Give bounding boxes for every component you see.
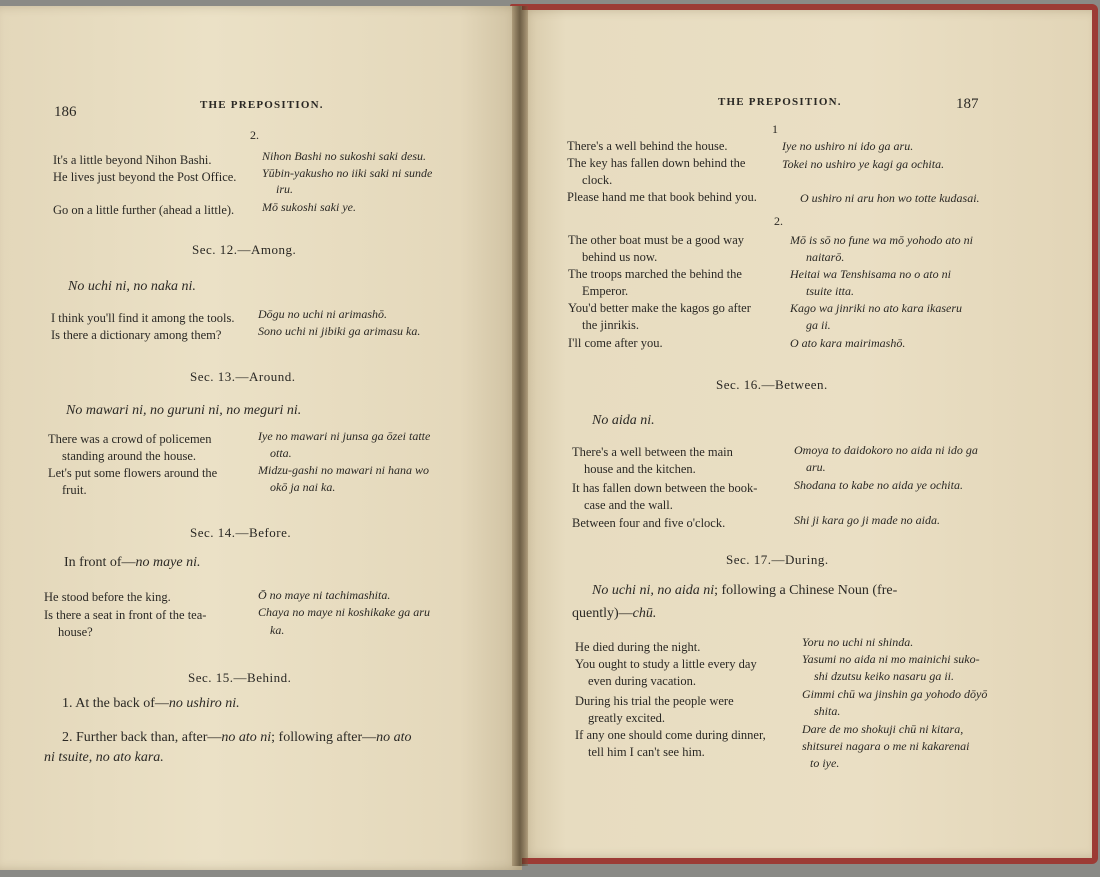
japanese-sentence-cont: shitsurei nagara o me ni kakarenai — [802, 739, 970, 753]
english-sentence: I'll come after you. — [568, 336, 663, 350]
left-page — [0, 6, 522, 870]
japanese-sentence: Nihon Bashi no sukoshi saki desu. — [262, 149, 426, 163]
japanese-sentence: Gimmi chū wa jinshin ga yohodo dōyō — [802, 687, 988, 701]
japanese-sentence: Yasumi no aida ni mo mainichi suko- — [802, 652, 980, 666]
japanese-sentence: Kago wa jinriki no ato kara ikaseru — [790, 301, 962, 315]
english-sentence-cont: tell him I can't see him. — [588, 745, 705, 759]
right-page — [520, 10, 1092, 858]
section-heading: Sec. 15.—Behind. — [188, 670, 292, 685]
english-sentence: During his trial the people were — [575, 694, 734, 708]
section-heading: Sec. 12.—Among. — [192, 242, 297, 257]
subsection-number: 2. — [250, 128, 259, 142]
japanese-sentence-cont: otta. — [270, 446, 292, 460]
japanese-sentence: Tokei no ushiro ye kagi ga ochita. — [782, 157, 945, 171]
english-sentence-cont: Emperor. — [582, 284, 629, 298]
english-sentence: You'd better make the kagos go after — [568, 301, 751, 315]
japanese-sentence: Sono uchi ni jibiki ga arimasu ka. — [258, 324, 421, 338]
english-sentence: It has fallen down between the book- — [572, 481, 758, 495]
subsection-number: 1 — [772, 122, 778, 136]
book-gutter — [512, 6, 528, 866]
japanese-sentence: Ō no maye ni tachimashita. — [258, 588, 391, 602]
japanese-sentence-cont: aru. — [806, 460, 826, 474]
english-sentence: I think you'll find it among the tools. — [51, 311, 235, 325]
page-number: 187 — [956, 96, 979, 112]
english-sentence: Is there a dictionary among them? — [51, 328, 222, 342]
japanese-sentence: Iye no ushiro ni ido ga aru. — [782, 139, 914, 153]
english-sentence: He stood before the king. — [44, 590, 171, 604]
japanese-sentence-cont: okō ja nai ka. — [270, 480, 336, 494]
japanese-sentence: Shodana to kabe no aida ye ochita. — [794, 478, 963, 492]
english-sentence: Please hand me that book behind you. — [567, 190, 757, 204]
english-sentence-cont: standing around the house. — [62, 449, 197, 463]
english-sentence-cont: the jinrikis. — [582, 318, 639, 332]
section-heading: Sec. 14.—Before. — [190, 525, 292, 540]
english-sentence: Between four and five o'clock. — [572, 516, 726, 530]
japanese-sentence: Iye no mawari ni junsa ga ōzei tatte — [258, 429, 431, 443]
section-subheading: No aida ni. — [592, 413, 655, 428]
section-subheading: No mawari ni, no guruni ni, no meguri ni. — [66, 403, 302, 418]
section-paragraph: 2. Further back than, after—no ato ni; following after—no ato — [62, 730, 412, 745]
section-paragraph-cont: ni tsuite, no ato kara. — [44, 750, 164, 765]
section-subheading: In front of—no maye ni. — [64, 555, 201, 570]
japanese-sentence: Midzu-gashi no mawari ni hana wo — [258, 463, 430, 477]
section-heading: Sec. 16.—Between. — [716, 377, 828, 392]
english-sentence: The other boat must be a good way — [568, 233, 744, 247]
japanese-sentence: Yūbin-yakusho no iiki saki ni sunde — [262, 166, 433, 180]
english-sentence: If any one should come during dinner, — [575, 728, 766, 742]
section-paragraph: 1. At the back of—no ushiro ni. — [62, 696, 240, 711]
japanese-sentence-cont: ga ii. — [806, 318, 831, 332]
japanese-sentence-cont: iru. — [276, 182, 294, 196]
english-sentence-cont: fruit. — [62, 483, 87, 497]
japanese-sentence-cont: shita. — [814, 704, 841, 718]
english-sentence-cont: house and the kitchen. — [584, 462, 696, 476]
subsection-number: 2. — [774, 214, 783, 228]
english-sentence: The key has fallen down behind the — [567, 156, 746, 170]
japanese-sentence: Omoya to daidokoro no aida ni ido ga — [794, 443, 978, 457]
english-sentence: He died during the night. — [575, 640, 701, 654]
english-sentence: It's a little beyond Nihon Bashi. — [53, 153, 212, 167]
english-sentence: He lives just beyond the Post Office. — [53, 170, 237, 184]
japanese-sentence-cont: tsuite itta. — [806, 284, 854, 298]
japanese-sentence-cont: to iye. — [810, 756, 840, 770]
english-sentence: Let's put some flowers around the — [48, 466, 218, 480]
english-sentence-cont: clock. — [582, 173, 613, 187]
japanese-sentence-cont: naitarō. — [806, 250, 845, 264]
section-heading: Sec. 17.—During. — [726, 552, 829, 567]
english-sentence: Is there a seat in front of the tea- — [44, 608, 207, 622]
english-sentence: You ought to study a little every day — [575, 657, 757, 671]
english-sentence: The troops marched the behind the — [568, 267, 742, 281]
section-subheading-cont: quently)—chū. — [572, 606, 657, 621]
japanese-sentence-cont: ka. — [270, 623, 285, 637]
english-sentence-cont: behind us now. — [582, 250, 658, 264]
japanese-sentence: Yoru no uchi ni shinda. — [802, 635, 914, 649]
japanese-sentence: Dōgu no uchi ni arimashō. — [258, 307, 387, 321]
english-sentence: There was a crowd of policemen — [48, 432, 212, 446]
section-heading: Sec. 13.—Around. — [190, 369, 296, 384]
page-number: 186 — [54, 104, 77, 120]
english-sentence: Go on a little further (ahead a little). — [53, 203, 235, 217]
japanese-sentence: O ushiro ni aru hon wo totte kudasai. — [800, 191, 980, 205]
japanese-sentence: O ato kara mairimashō. — [790, 336, 906, 350]
japanese-sentence-cont: shi dzutsu keiko nasaru ga ii. — [814, 669, 954, 683]
japanese-sentence: Chaya no maye ni koshikake ga aru — [258, 605, 430, 619]
japanese-sentence: Mō is sō no fune wa mō yohodo ato ni — [790, 233, 973, 247]
running-head: THE PREPOSITION. — [200, 99, 324, 111]
japanese-sentence: Mō sukoshi saki ye. — [262, 200, 356, 214]
japanese-sentence: Dare de mo shokuji chū ni kitara, — [802, 722, 964, 736]
english-sentence: There's a well between the main — [572, 445, 733, 459]
running-head: THE PREPOSITION. — [718, 96, 842, 108]
english-sentence-cont: greatly excited. — [588, 711, 666, 725]
english-sentence: There's a well behind the house. — [567, 139, 728, 153]
english-sentence-cont: even during vacation. — [588, 674, 696, 688]
japanese-sentence: Shi ji kara go ji made no aida. — [794, 513, 940, 527]
section-subheading: No uchi ni, no naka ni. — [68, 279, 196, 294]
section-subheading: No uchi ni, no aida ni; following a Chinese Noun (fre- — [592, 583, 898, 598]
japanese-sentence: Heitai wa Tenshisama no o ato ni — [790, 267, 951, 281]
english-sentence-cont: case and the wall. — [584, 498, 673, 512]
english-sentence-cont: house? — [58, 625, 93, 639]
